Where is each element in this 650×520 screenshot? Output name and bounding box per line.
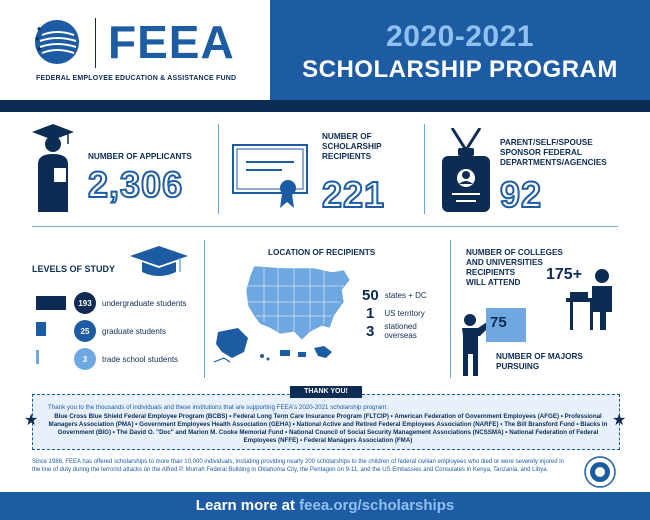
majors-value: 75 <box>490 314 507 331</box>
sponsor-label-2: SPONSOR FEDERAL <box>500 148 582 157</box>
mortarboard-icon <box>130 246 188 280</box>
applicants-label: NUMBER OF APPLICANTS <box>88 152 192 161</box>
certificate-icon <box>232 144 308 210</box>
location-title: LOCATION OF RECIPIENTS <box>268 248 376 257</box>
us-map-icon <box>214 262 354 368</box>
program-year: 2020-2021 <box>386 20 534 53</box>
footer-link[interactable]: feea.org/scholarships <box>299 497 455 514</box>
colleges-value: 175+ <box>546 266 583 283</box>
graduate-icon <box>32 124 74 212</box>
sponsor-label-1: PARENT/SELF/SPOUSE <box>500 138 593 147</box>
location-count: 3 <box>366 322 375 340</box>
logo-subtitle: FEDERAL EMPLOYEE EDUCATION & ASSISTANCE FUND <box>36 75 237 82</box>
seal-icon <box>584 456 616 488</box>
student-desk-icon <box>566 268 618 334</box>
header-band <box>0 100 650 112</box>
divider <box>424 124 425 214</box>
divider <box>204 240 205 378</box>
colleges-label-4: WILL ATTEND <box>466 278 521 287</box>
colleges-label-1: NUMBER OF COLLEGES <box>466 248 563 257</box>
sponsor-value: 92 <box>500 174 543 215</box>
feea-logo-icon <box>34 19 80 65</box>
majors-label-2: PURSUING <box>496 362 540 371</box>
level-label: graduate students <box>102 326 167 336</box>
sponsor-list: Blue Cross Blue Shield Federal Employee Program (BCBS) • Federal Long Term Care Insurance Program (FLTCIP) • American Federation of Government Employees (AFGE) • Professional Managers Association (PMA) • Government Employees Health Association (GEHA) • National Active and Retired Federal Employees Association (NARFE) • The Bill Bransford Fund • Blacks In Government (BIG) • The David O. "Doc" and Marion M. Cooke Memorial Fund • National Council of Social Security Management Associations (NCSSMA) • National Federation of Federal Employees (NFFE) • Federal Managers Association (FMA) <box>48 413 608 444</box>
level-graduate <box>74 320 166 342</box>
footer-prefix: Learn more at <box>195 497 300 514</box>
divider <box>450 240 451 378</box>
svg-text:★: ★ <box>34 36 41 43</box>
level-undergraduate <box>74 292 187 314</box>
sponsor-label-3: DEPARTMENTS/AGENCIES <box>500 158 607 167</box>
logo-divider <box>95 18 96 68</box>
location-label: stationed <box>384 322 417 331</box>
thank-you-tag: THANK YOU! <box>290 386 362 398</box>
colleges-label-2: AND UNIVERSITIES <box>466 258 543 267</box>
svg-text:★: ★ <box>36 26 43 33</box>
graduate-bar <box>36 322 46 336</box>
recipients-value: 221 <box>322 174 386 215</box>
majors-label-1: NUMBER OF MAJORS <box>496 352 583 361</box>
applicants-value: 2,306 <box>88 164 184 205</box>
level-count: 25 <box>74 320 96 342</box>
location-label: states + DC <box>384 291 427 300</box>
location-count: 50 <box>362 287 379 304</box>
divider <box>218 124 219 214</box>
trade-bar <box>36 350 39 364</box>
svg-text:★: ★ <box>36 46 43 53</box>
colleges-label-3: RECIPIENTS <box>466 268 516 277</box>
program-title: SCHOLARSHIP PROGRAM <box>302 56 618 83</box>
undergrad-bar <box>36 296 66 310</box>
logo-text: FEEA <box>108 16 235 68</box>
level-label: trade school students <box>102 354 179 364</box>
star-icon: ★ <box>612 412 627 429</box>
location-label: overseas <box>384 331 417 340</box>
level-trade <box>74 348 178 370</box>
location-count: 1 <box>366 305 375 322</box>
level-label: undergraduate students <box>102 298 187 308</box>
star-icon: ★ <box>24 412 39 429</box>
location-label: US territory <box>384 309 425 318</box>
location-overseas <box>366 322 417 340</box>
footer <box>0 492 650 520</box>
level-count: 193 <box>74 292 96 314</box>
thank-you-intro: Thank you to the thousands of individuals and these institutions that are supporting FEEA's 2020-2021 scholarship program: <box>48 404 388 411</box>
recipients-label-3: RECIPIENTS <box>322 152 372 161</box>
section-divider <box>32 226 618 227</box>
recipients-label-1: NUMBER OF <box>322 132 372 141</box>
recipients-label-2: SCHOLARSHIP <box>322 142 382 151</box>
location-states <box>362 288 427 303</box>
history-note: Since 1986, FEEA has offered scholarships to more than 10,000 individuals, including providing nearly 200 scholarships to the children of federal civilian employees who died or were severely injured in the line of duty during the terrorist attacks on the Alfred P. Murrah Federal Building in Oklahoma City, the Pentagon on 9-11, and the US Embassies and Consulates in Kenya, Tanzania, and Libya. <box>32 459 564 473</box>
id-badge-icon <box>442 128 490 212</box>
location-territory <box>366 306 425 321</box>
level-count: 3 <box>74 348 96 370</box>
levels-title: LEVELS OF STUDY <box>32 264 116 274</box>
